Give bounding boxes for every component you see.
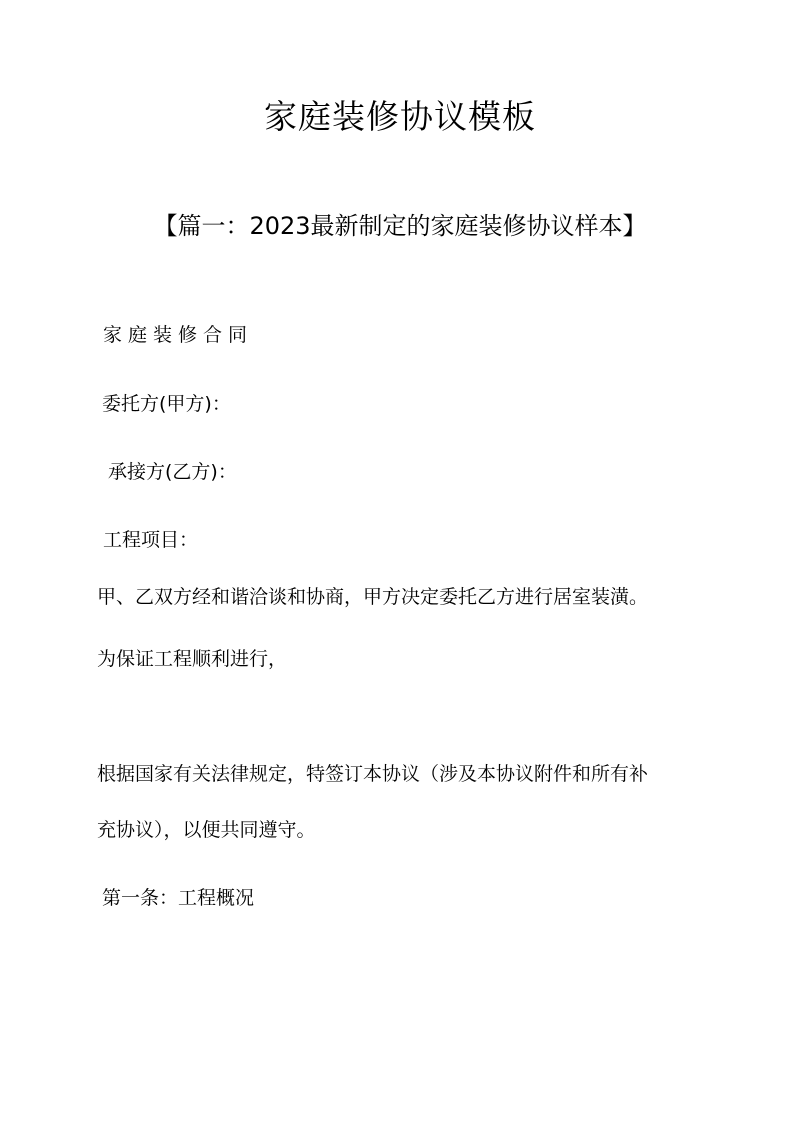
paragraph-line: 甲、乙双方经和谐洽谈和协商，甲方决定委托乙方进行居室装潢。 (97, 586, 649, 608)
paragraph-line: 根据国家有关法律规定，特签订本协议（涉及本协议附件和所有补 (97, 763, 649, 785)
document-title: 家庭装修协议模板 (264, 97, 536, 136)
party-b-label: 承接方(乙方)： (108, 461, 237, 483)
article-one-heading: 第一条：工程概况 (102, 887, 255, 909)
paragraph-line: 为保证工程顺利进行， (97, 648, 288, 670)
project-label: 工程项目： (103, 529, 199, 551)
document-subtitle: 【篇一：2023最新制定的家庭装修协议样本】 (153, 212, 647, 240)
party-a-label: 委托方(甲方)： (102, 393, 231, 415)
paragraph-line: 充协议），以便共同遵守。 (97, 819, 316, 841)
contract-heading: 家庭装修合同 (103, 324, 254, 346)
